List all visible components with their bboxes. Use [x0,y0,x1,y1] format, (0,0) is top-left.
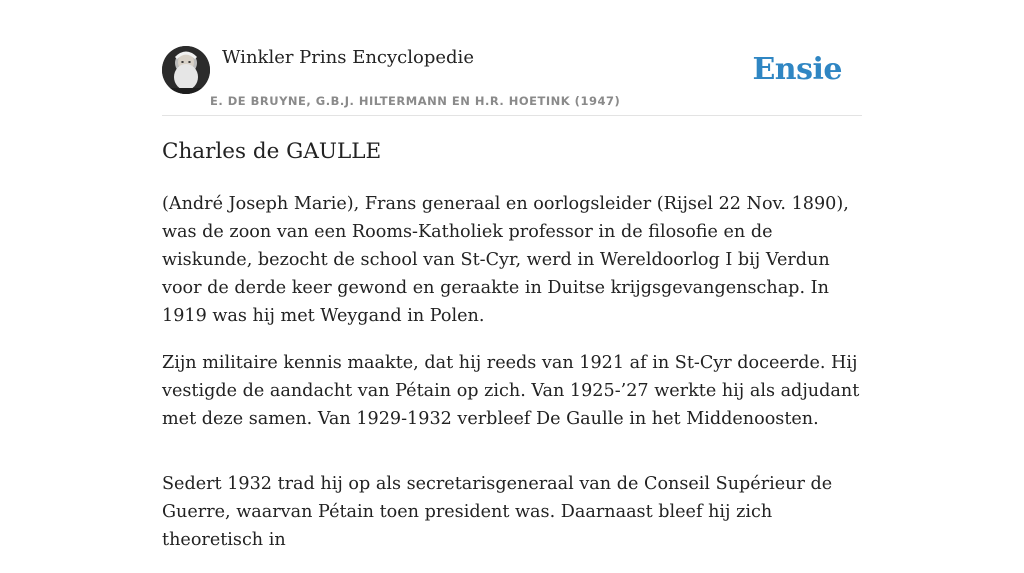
bearded-man-portrait-icon [162,46,210,94]
site-header [162,44,862,116]
article-body [162,190,864,573]
paragraph: (André Joseph Marie), Frans generaal en oorlogsleider (Rijsel 22 Nov. 1890), was de zoon van een Rooms-Katholiek professor in de filosofie en de wiskunde, bezocht de school van St-Cyr, werd in Wereldoorlog I bij Verdun voor de derde keer gewond en geraakte in Duitse krijgsgevangenschap. In 1919 was hij met Weygand in Polen. [162,194,849,326]
article-title: Charles de GAULLE [162,139,382,164]
paragraph: Zijn militaire kennis maakte, dat hij reeds van 1921 af in St-Cyr doceerde. Hij vestigde de aandacht van Pétain op zich. Van 1925-’27 werkte hij als adjudant met deze samen. Van 1929-1932 verbleef De Gaulle in het Middenoosten. [162,353,860,429]
site-logo[interactable]: Ensie [752,52,842,87]
publication-title[interactable]: Winkler Prins Encyclopedie [222,47,474,68]
authors-line: E. DE BRUYNE, G.B.J. HILTERMANN EN H.R. HOETINK (1947) [210,94,621,108]
author-avatar-icon[interactable] [162,46,210,94]
paragraph: Sedert 1932 trad hij op als secretarisgeneraal van de Conseil Supérieur de Guerre, waarvan Pétain toen president was. Daarnaast bleef hij zich theoretisch in [162,474,833,550]
